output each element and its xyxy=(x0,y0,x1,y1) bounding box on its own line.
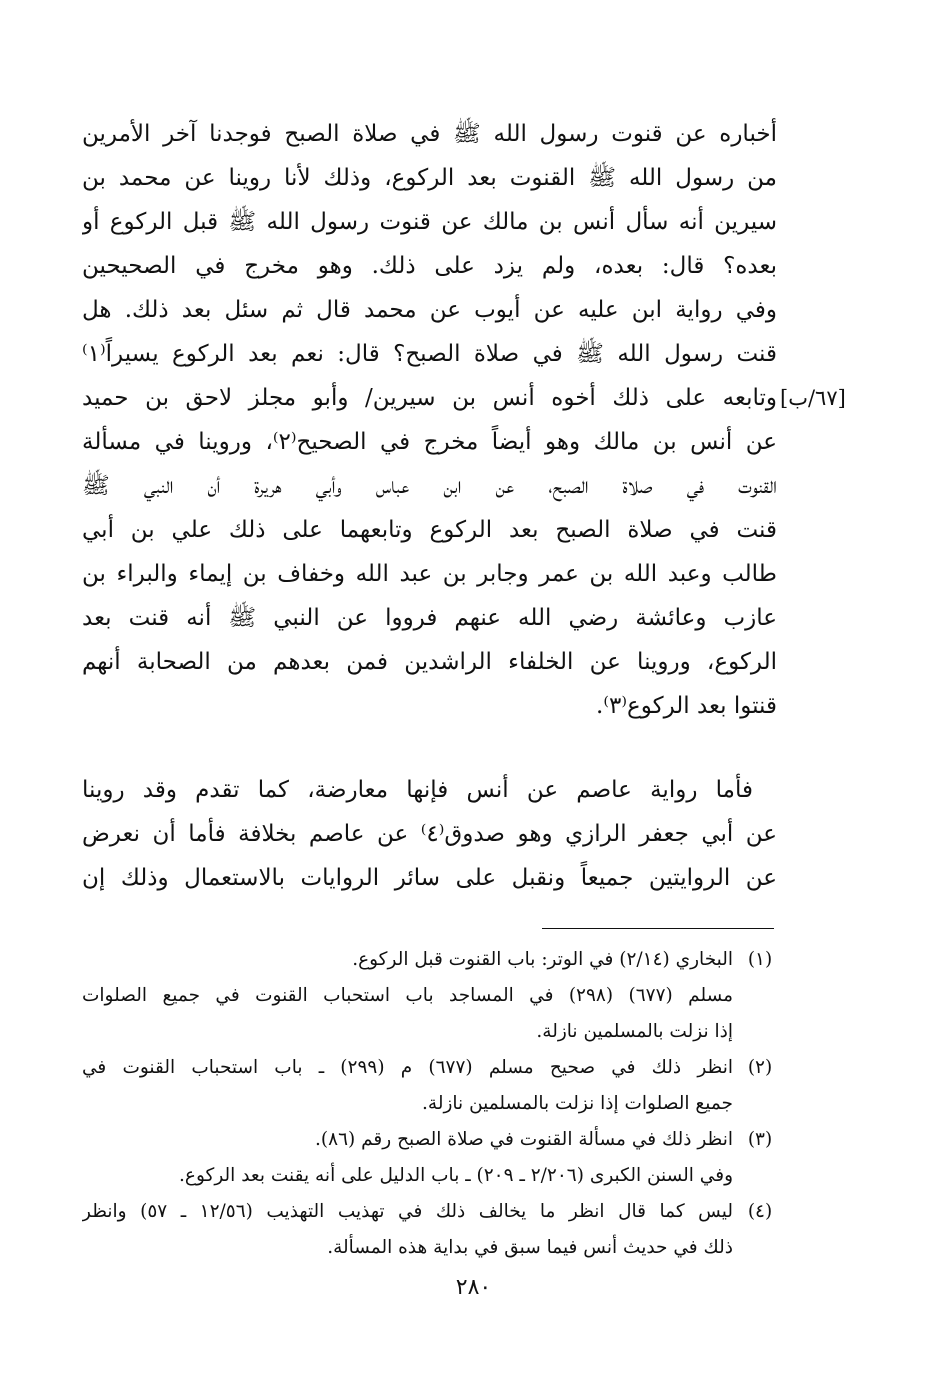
footnote-1 xyxy=(82,942,777,978)
text-line: سيرين أنه سأل أنس بن مالك عن قنوت رسول الله ﷺ قبل الركوع أو xyxy=(82,209,777,235)
footnotes xyxy=(82,942,777,1266)
footnote-3-continuation xyxy=(82,1158,777,1194)
footnote-4-continuation xyxy=(82,1230,777,1266)
text-line: عن الروايتين جميعاً ونقبل على سائر الروايات بالاستعمال وذلك إن xyxy=(82,865,777,891)
footnote-text: جميع الصلوات إذا نزلت بالمسلمين نازلة. xyxy=(422,1093,733,1114)
manuscript-folio-marker: [٦٧/ب] xyxy=(780,386,846,410)
footnote-2-continuation xyxy=(82,1086,777,1122)
footnote-number: (٢) xyxy=(747,1057,773,1078)
footnote-4 xyxy=(82,1194,777,1230)
footnote-1-continuation xyxy=(82,978,777,1014)
footnote-text: وفي السنن الكبرى (٢/٢٠٦ ـ ٢٠٩) ـ باب الدليل على أنه يقنت بعد الركوع. xyxy=(179,1165,733,1186)
footnote-number: (١) xyxy=(747,949,773,970)
text-line: القنوت في صلاة الصبح، عن ابن عباس وأبي هريرة أن النبي ﷺ xyxy=(82,473,777,499)
text-line: طالب وعبد الله بن عمر وجابر بن عبد الله وخفاف بن إيماء والبراء بن xyxy=(82,561,777,587)
footnote-text: البخاري (٢/١٤) في الوتر: باب القنوت قبل الركوع. xyxy=(352,949,733,970)
footnote-2 xyxy=(82,1050,777,1086)
footnote-text: ذلك في حديث أنس فيما سبق في بداية هذه المسألة. xyxy=(327,1237,733,1258)
text-line: قنت في صلاة الصبح بعد الركوع وتابعهما على ذلك علي بن أبي xyxy=(82,517,777,543)
footnote-text: ليس كما قال انظر ما يخالف ذلك في تهذيب التهذيب (١٢/٥٦ ـ ٥٧) وانظر xyxy=(82,1201,733,1222)
footnote-separator xyxy=(542,928,774,929)
text-line: وتابعه على ذلك أخوه أنس بن سيرين/ وأبو مجلز لاحق بن حميد xyxy=(82,385,777,411)
footnote-text: انظر ذلك في صحيح مسلم (٦٧٧) م (٢٩٩) ـ باب استحباب القنوت في xyxy=(82,1057,733,1078)
footnote-1-continuation xyxy=(82,1014,777,1050)
text-line: قنتوا بعد الركوع⁽٣⁾. xyxy=(596,693,777,719)
main-paragraph-2 xyxy=(82,768,777,900)
footnote-text: إذا نزلت بالمسلمين نازلة. xyxy=(536,1021,733,1042)
main-paragraph-1 xyxy=(82,112,777,728)
text-line: وفي رواية ابن عليه عن أيوب عن محمد قال ثم سئل بعد ذلك. هل xyxy=(82,297,777,323)
footnote-text: انظر ذلك في مسألة القنوت في صلاة الصبح رقم (٨٦). xyxy=(315,1129,733,1150)
text-line: عن أبي جعفر الرازي وهو صدوق⁽٤⁾ عن عاصم بخلافة فأما أن نعرض xyxy=(82,821,777,847)
page-number: ٢٨٠ xyxy=(455,1275,492,1300)
footnote-number: (٣) xyxy=(747,1129,773,1150)
text-line: قنت رسول الله ﷺ في صلاة الصبح؟ قال: نعم بعد الركوع يسيراً⁽١⁾ xyxy=(82,341,777,367)
text-line: فأما رواية عاصم عن أنس فإنها معارضة، كما تقدم وقد روينا xyxy=(82,777,753,803)
footnote-text: مسلم (٦٧٧) (٢٩٨) في المساجد باب استحباب القنوت في جميع الصلوات xyxy=(82,985,733,1006)
text-line: أخباره عن قنوت رسول الله ﷺ في صلاة الصبح فوجدنا آخر الأمرين xyxy=(82,121,777,147)
text-line: من رسول الله ﷺ القنوت بعد الركوع، وذلك لأنا روينا عن محمد بن xyxy=(82,165,777,191)
footnote-number: (٤) xyxy=(747,1201,773,1222)
text-line: عازب وعائشة رضي الله عنهم فرووا عن النبي ﷺ أنه قنت بعد xyxy=(82,605,777,631)
text-line: عن أنس بن مالك وهو أيضاً مخرج في الصحيح⁽٢⁾، وروينا في مسألة xyxy=(82,429,777,455)
text-line: الركوع، وروينا عن الخلفاء الراشدين فمن بعدهم من الصحابة أنهم xyxy=(82,649,777,675)
footnote-3 xyxy=(82,1122,777,1158)
text-line: بعده؟ قال: بعده، ولم يزد على ذلك. وهو مخرج في الصحيحين xyxy=(82,253,777,279)
